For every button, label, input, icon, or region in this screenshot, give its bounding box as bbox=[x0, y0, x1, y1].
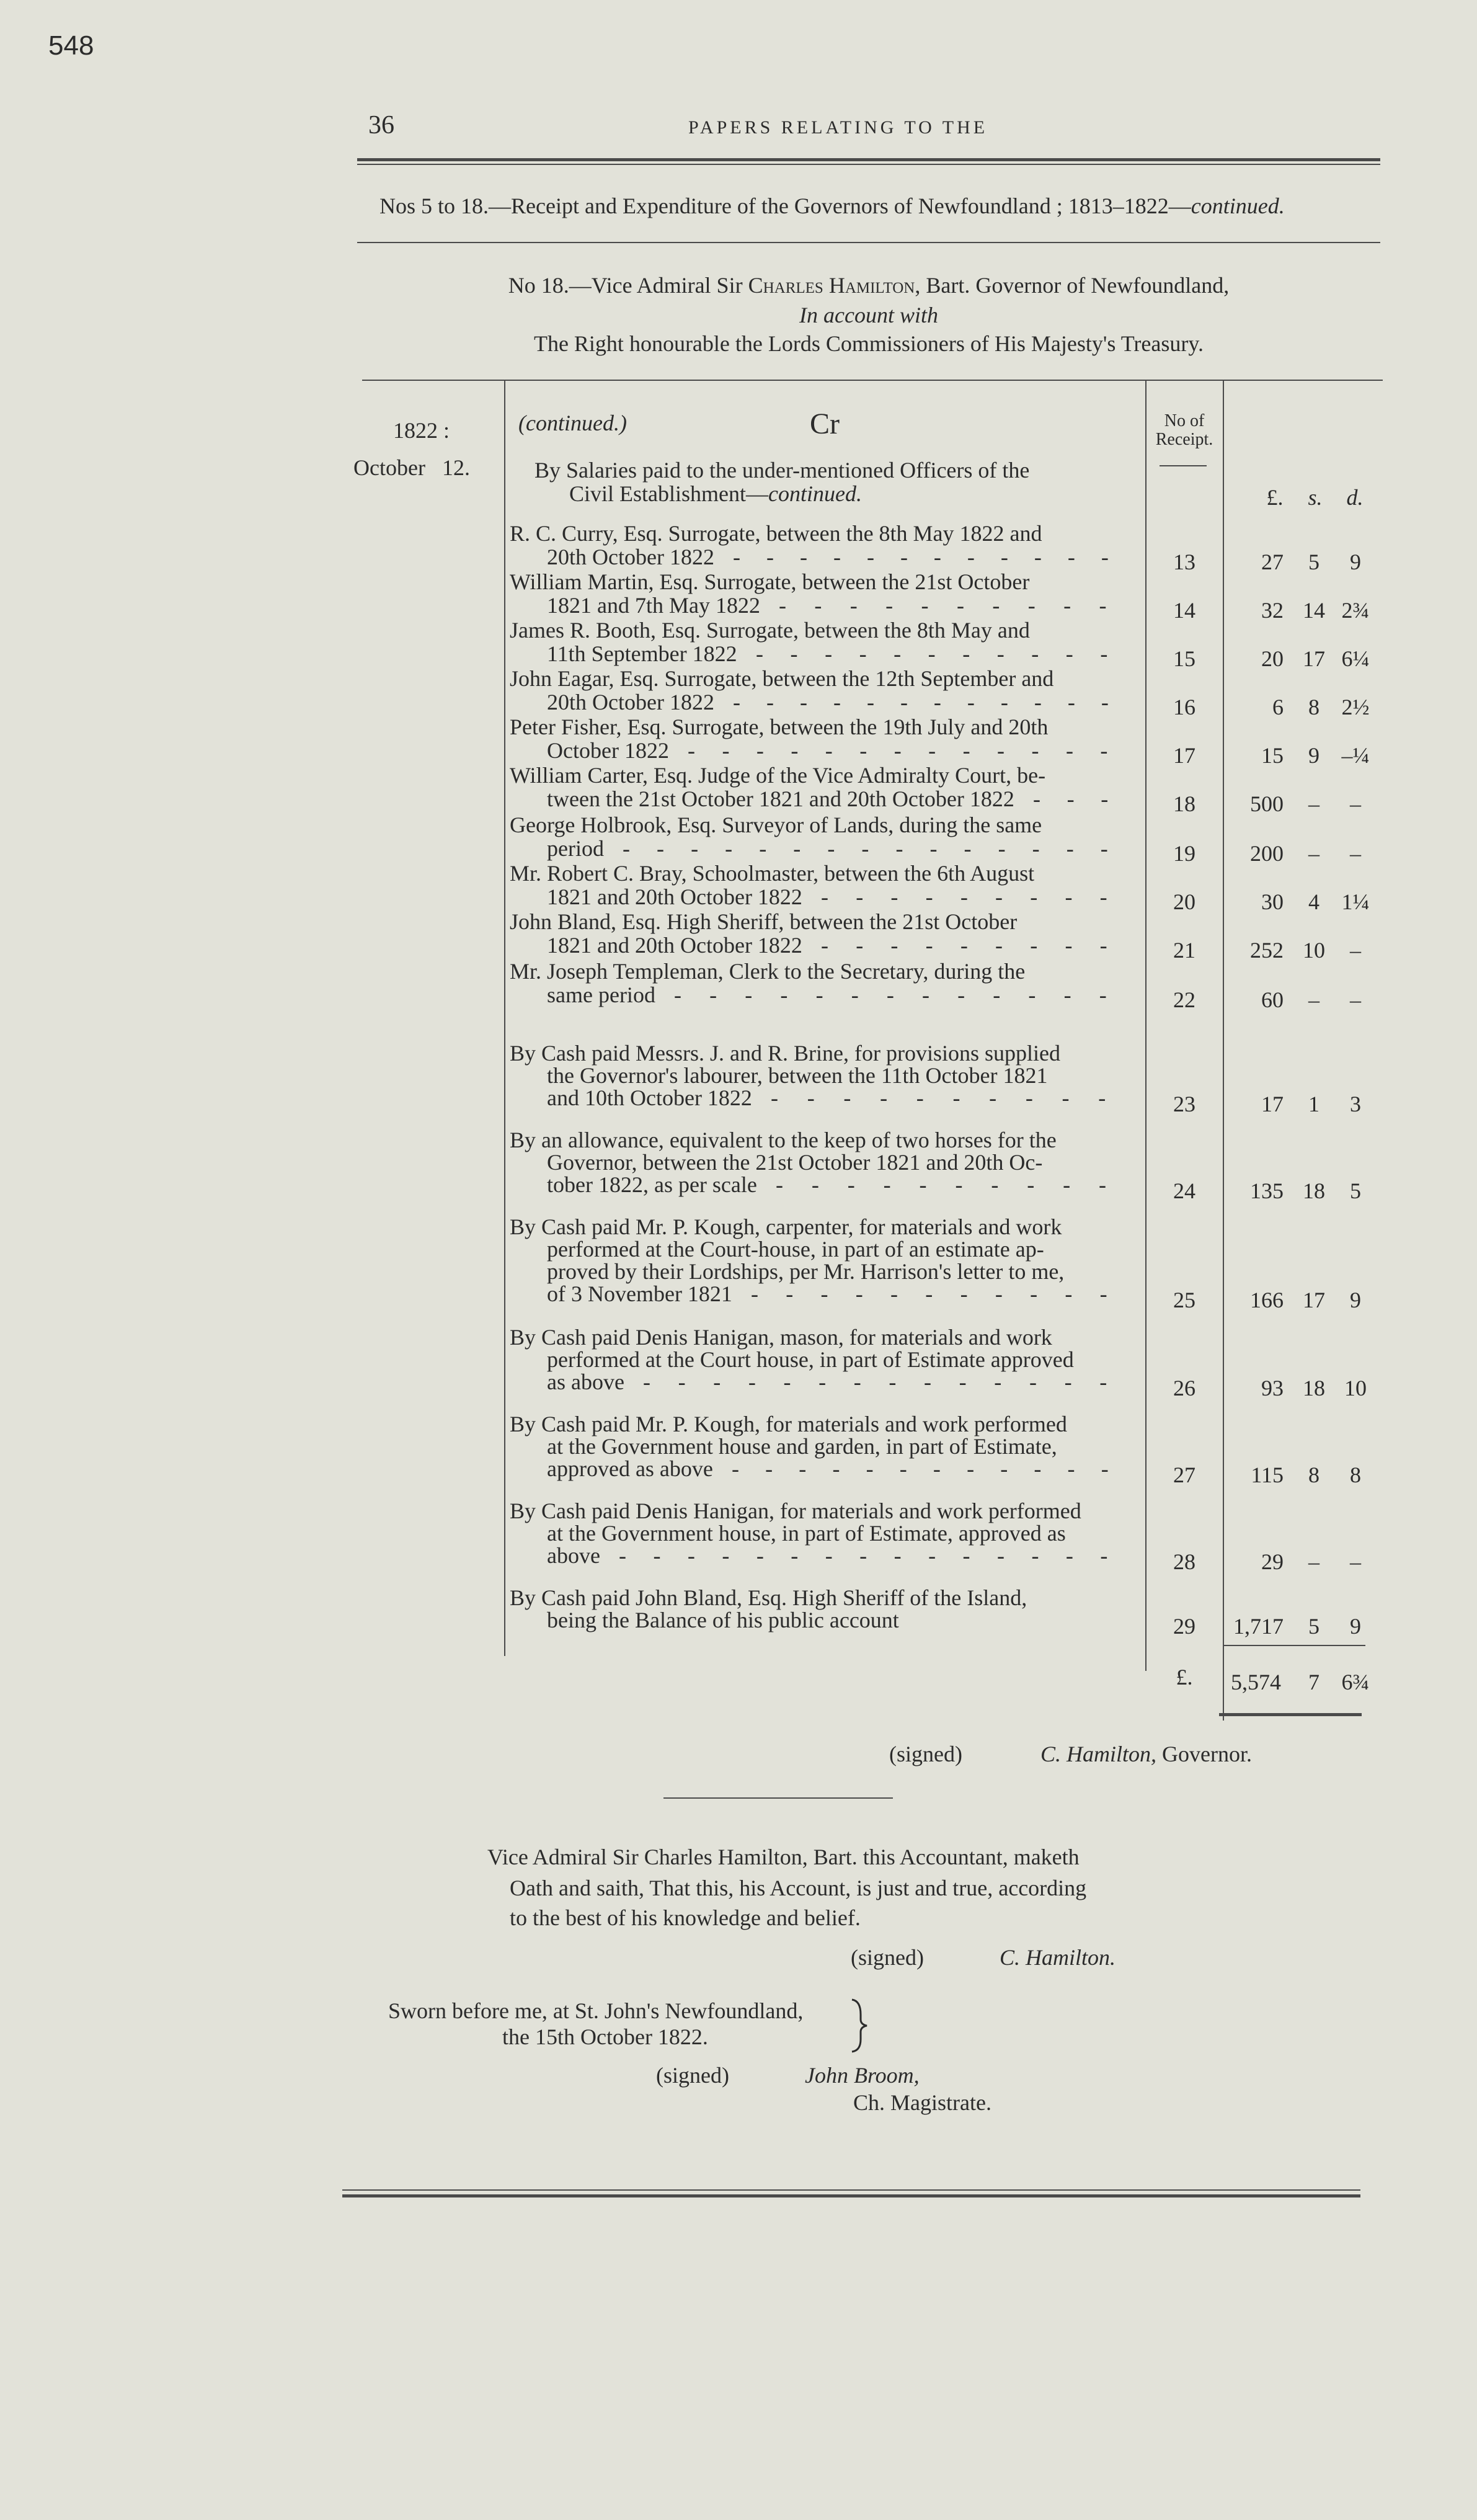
payment-pounds: 1,717 bbox=[1233, 1614, 1284, 1639]
payment-pounds: 93 bbox=[1261, 1376, 1284, 1400]
total-top-rule bbox=[1223, 1645, 1365, 1646]
salary-entry-pounds: 500 bbox=[1250, 791, 1284, 816]
payment-pounds: 166 bbox=[1250, 1288, 1284, 1312]
salary-entry-line2: same period bbox=[547, 982, 655, 1007]
payment-pounds: 115 bbox=[1251, 1463, 1284, 1487]
payment-pence: 3 bbox=[1350, 1092, 1361, 1116]
salary-entry-shillings: 9 bbox=[1308, 743, 1320, 768]
salary-entry-pounds: 30 bbox=[1261, 889, 1284, 914]
salary-entry-line2: 1821 and 20th October 1822 bbox=[547, 884, 802, 909]
payment-shillings: – bbox=[1308, 1549, 1320, 1574]
salary-entry-receipt: 21 bbox=[1173, 938, 1195, 963]
salary-entry-line1: Mr. Joseph Templeman, Clerk to the Secretary, during the bbox=[510, 959, 1026, 984]
total-bottom-rule bbox=[1219, 1713, 1362, 1716]
receipt-col-header: No of Receipt. bbox=[1155, 411, 1213, 449]
payment-line: By Cash paid Denis Hanigan, for materials and work performed bbox=[510, 1498, 1081, 1523]
leader-dashes: ------------- bbox=[674, 982, 1135, 1007]
salary-entry-shillings: – bbox=[1308, 987, 1320, 1012]
footer-rule-thick bbox=[342, 2194, 1360, 2197]
payment-receipt: 26 bbox=[1173, 1376, 1195, 1400]
magistrate-title: Ch. Magistrate. bbox=[853, 2090, 991, 2115]
salary-entry-line1: William Carter, Esq. Judge of the Vice Admiralty Court, be- bbox=[510, 763, 1046, 788]
payment-shillings: 18 bbox=[1303, 1376, 1325, 1400]
salary-entry-line1: William Martin, Esq. Surrogate, between the 21st October bbox=[510, 569, 1030, 594]
payment-line: approved as above bbox=[547, 1456, 713, 1481]
salary-entry-pounds: 252 bbox=[1250, 938, 1284, 963]
scan-page-number: 548 bbox=[48, 30, 94, 61]
payment-line: By Cash paid Denis Hanigan, mason, for materials and work bbox=[510, 1325, 1052, 1350]
section-heading: Nos 5 to 18.—Receipt and Expenditure of the Governors of Newfoundland ; 1813–1822—continued. bbox=[379, 194, 1285, 218]
footer-rule-thin bbox=[342, 2189, 1360, 2191]
salary-entry-receipt: 16 bbox=[1173, 695, 1195, 719]
salary-entry-line2: period bbox=[547, 836, 604, 861]
leader-dashes: --------------- bbox=[619, 1543, 1135, 1568]
signature-divider bbox=[663, 1797, 893, 1799]
salary-entry-line2: 20th October 1822 bbox=[547, 690, 714, 715]
payment-pounds: 29 bbox=[1261, 1549, 1284, 1574]
oath-line-2: Oath and saith, That this, his Account, is just and true, according bbox=[510, 1876, 1087, 1900]
receipt-col-rule bbox=[1145, 381, 1147, 1671]
leader-dashes: ---------- bbox=[771, 1085, 1135, 1110]
pounds-header: £. bbox=[1266, 485, 1284, 510]
payment-line: the Governor's labourer, between the 11th October 1821 bbox=[547, 1063, 1048, 1088]
oath-line-1: Vice Admiral Sir Charles Hamilton, Bart. this Accountant, maketh bbox=[487, 1845, 1080, 1869]
leader-dashes: --- bbox=[1033, 786, 1135, 811]
leader-dashes: ----------- bbox=[751, 1281, 1135, 1306]
salary-entry-pounds: 27 bbox=[1261, 550, 1284, 574]
header-rule-thick bbox=[357, 158, 1380, 161]
salary-entry-line2: 11th September 1822 bbox=[547, 641, 737, 666]
salary-entry-line2: tween the 21st October 1821 and 20th October 1822 bbox=[547, 786, 1014, 811]
signed-label-3: (signed) bbox=[656, 2063, 729, 2088]
pence-header: d. bbox=[1346, 485, 1364, 510]
salary-entry-pounds: 20 bbox=[1261, 646, 1284, 671]
leader-dashes: ------------ bbox=[733, 545, 1135, 569]
signed-label-1: (signed) bbox=[889, 1742, 962, 1766]
leader-dashes: ---------- bbox=[779, 593, 1135, 618]
total-shillings: 7 bbox=[1308, 1670, 1320, 1694]
salary-entry-pence: – bbox=[1350, 791, 1361, 816]
salary-entry-pence: 1¼ bbox=[1341, 889, 1370, 914]
salary-entry-shillings: – bbox=[1308, 841, 1320, 866]
salary-entry-pounds: 60 bbox=[1261, 987, 1284, 1012]
page-number: 36 bbox=[368, 111, 394, 140]
payment-receipt: 28 bbox=[1173, 1549, 1195, 1574]
credit-side-label: Cr bbox=[810, 407, 840, 440]
payment-pence: 10 bbox=[1344, 1376, 1367, 1400]
ledger-left-rule bbox=[504, 381, 505, 1656]
salary-entry-receipt: 15 bbox=[1173, 646, 1195, 671]
receipt-header-rule bbox=[1160, 465, 1207, 466]
total-label: £. bbox=[1176, 1665, 1193, 1690]
payment-shillings: 5 bbox=[1308, 1614, 1320, 1639]
leader-dashes: -------------- bbox=[643, 1369, 1135, 1394]
amount-col-rule bbox=[1223, 381, 1224, 1721]
sworn-line-1: Sworn before me, at St. John's Newfoundland, bbox=[388, 1998, 804, 2023]
payment-line: proved by their Lordships, per Mr. Harrison's letter to me, bbox=[547, 1259, 1065, 1284]
salary-entry-receipt: 14 bbox=[1173, 598, 1195, 623]
payment-pence: 9 bbox=[1350, 1288, 1361, 1312]
salary-entry-shillings: 17 bbox=[1303, 646, 1325, 671]
payment-shillings: 17 bbox=[1303, 1288, 1325, 1312]
payment-pence: 9 bbox=[1350, 1614, 1361, 1639]
salary-entry-pence: – bbox=[1350, 987, 1361, 1012]
payment-line: tober 1822, as per scale bbox=[547, 1172, 757, 1197]
payment-line: at the Government house and garden, in part of Estimate, bbox=[547, 1434, 1057, 1459]
salary-entry-line1: John Bland, Esq. High Sheriff, between the 21st October bbox=[510, 909, 1018, 934]
payment-line: Governor, between the 21st October 1821 and 20th Oc- bbox=[547, 1150, 1043, 1175]
leader-dashes: --------- bbox=[821, 884, 1135, 909]
salaries-heading: By Salaries paid to the under-mentioned Officers of the bbox=[534, 458, 1030, 483]
payment-line: performed at the Court house, in part of Estimate approved bbox=[547, 1347, 1074, 1372]
salary-entry-pence: –¼ bbox=[1341, 743, 1370, 768]
ledger-top-rule bbox=[362, 380, 1383, 381]
payment-line: By Cash paid Messrs. J. and R. Brine, for provisions supplied bbox=[510, 1041, 1060, 1066]
account-title-line3: The Right honourable the Lords Commissioners of His Majesty's Treasury. bbox=[533, 331, 1204, 356]
payment-line: being the Balance of his public account bbox=[547, 1608, 899, 1632]
salary-entry-pounds: 200 bbox=[1250, 841, 1284, 866]
continued-label: (continued.) bbox=[518, 411, 627, 435]
leader-dashes: ------------ bbox=[733, 690, 1135, 715]
payment-shillings: 8 bbox=[1308, 1463, 1320, 1487]
salary-entry-receipt: 20 bbox=[1173, 889, 1195, 914]
leader-dashes: ------------ bbox=[732, 1456, 1135, 1481]
salary-entry-line1: Mr. Robert C. Bray, Schoolmaster, between the 6th August bbox=[510, 861, 1035, 886]
payment-receipt: 29 bbox=[1173, 1614, 1195, 1639]
signature-broom: John Broom, bbox=[805, 2063, 920, 2088]
salary-entry-receipt: 19 bbox=[1173, 841, 1195, 866]
payment-line: By Cash paid Mr. P. Kough, carpenter, for materials and work bbox=[510, 1214, 1062, 1239]
salary-entry-shillings: 10 bbox=[1303, 938, 1325, 963]
salary-entry-line2: 1821 and 7th May 1822 bbox=[547, 593, 760, 618]
salary-entry-receipt: 17 bbox=[1173, 743, 1195, 768]
leader-dashes: ------------- bbox=[688, 738, 1135, 763]
ledger-date: October 12. bbox=[353, 455, 470, 480]
salary-entry-line2: 20th October 1822 bbox=[547, 545, 714, 569]
salary-entry-pence: – bbox=[1350, 841, 1361, 866]
account-title-line2: In account with bbox=[799, 303, 938, 327]
payment-pounds: 17 bbox=[1261, 1092, 1284, 1116]
payment-line: performed at the Court-house, in part of an estimate ap- bbox=[547, 1237, 1044, 1262]
total-pounds: 5,574 bbox=[1231, 1670, 1281, 1694]
salary-entry-pence: 2½ bbox=[1341, 695, 1370, 719]
leader-dashes: --------------- bbox=[623, 836, 1135, 861]
payment-receipt: 25 bbox=[1173, 1288, 1195, 1312]
payment-receipt: 23 bbox=[1173, 1092, 1195, 1116]
salary-entry-pence: – bbox=[1350, 938, 1361, 963]
shillings-header: s. bbox=[1308, 485, 1323, 510]
section-rule bbox=[357, 242, 1380, 243]
total-pence: 6¾ bbox=[1341, 1670, 1370, 1694]
leader-dashes: ----------- bbox=[756, 641, 1135, 666]
leader-dashes: ---------- bbox=[776, 1172, 1135, 1197]
salary-entry-receipt: 22 bbox=[1173, 987, 1195, 1012]
salaries-heading-2: Civil Establishment—continued. bbox=[569, 481, 862, 506]
salary-entry-line1: George Holbrook, Esq. Surveyor of Lands, during the same bbox=[510, 813, 1042, 837]
payment-shillings: 18 bbox=[1303, 1178, 1325, 1203]
account-title-line1: No 18.—Vice Admiral Sir Charles Hamilton, Bart. Governor of Newfoundland, bbox=[508, 273, 1230, 298]
payment-receipt: 24 bbox=[1173, 1178, 1195, 1203]
salary-entry-pence: 6¼ bbox=[1341, 646, 1370, 671]
payment-line: By Cash paid John Bland, Esq. High Sheriff of the Island, bbox=[510, 1585, 1027, 1610]
payment-line: By an allowance, equivalent to the keep of two horses for the bbox=[510, 1128, 1057, 1152]
salary-entry-pence: 2¾ bbox=[1341, 598, 1370, 623]
salary-entry-pounds: 32 bbox=[1261, 598, 1284, 623]
salary-entry-line1: R. C. Curry, Esq. Surrogate, between the 8th May 1822 and bbox=[510, 521, 1042, 546]
oath-line-3: to the best of his knowledge and belief. bbox=[510, 1905, 861, 1930]
payment-line: By Cash paid Mr. P. Kough, for materials and work performed bbox=[510, 1412, 1067, 1436]
signature-governor: C. Hamilton, Governor. bbox=[1040, 1742, 1252, 1766]
salary-entry-receipt: 18 bbox=[1173, 791, 1195, 816]
ledger-year: 1822 : bbox=[393, 418, 450, 443]
payment-line: above bbox=[547, 1543, 600, 1568]
salary-entry-receipt: 13 bbox=[1173, 550, 1195, 574]
salary-entry-pence: 9 bbox=[1350, 550, 1361, 574]
signature-hamilton: C. Hamilton. bbox=[1000, 1945, 1116, 1970]
payment-pence: – bbox=[1350, 1549, 1361, 1574]
salary-entry-shillings: 5 bbox=[1308, 550, 1320, 574]
salary-entry-line1: Peter Fisher, Esq. Surrogate, between the 19th July and 20th bbox=[510, 715, 1049, 739]
salary-entry-shillings: 4 bbox=[1308, 889, 1320, 914]
signed-label-2: (signed) bbox=[851, 1945, 924, 1970]
salary-entry-line1: James R. Booth, Esq. Surrogate, between the 8th May and bbox=[510, 618, 1030, 643]
salary-entry-line2: 1821 and 20th October 1822 bbox=[547, 933, 802, 958]
payment-pence: 5 bbox=[1350, 1178, 1361, 1203]
salary-entry-shillings: – bbox=[1308, 791, 1320, 816]
brace-icon bbox=[848, 1996, 873, 2054]
payment-receipt: 27 bbox=[1173, 1463, 1195, 1487]
payment-shillings: 1 bbox=[1308, 1092, 1320, 1116]
payment-line: of 3 November 1821 bbox=[547, 1281, 732, 1306]
salary-entry-pounds: 6 bbox=[1272, 695, 1284, 719]
salary-entry-pounds: 15 bbox=[1261, 743, 1284, 768]
sworn-line-2: the 15th October 1822. bbox=[502, 2024, 708, 2049]
salary-entry-line1: John Eagar, Esq. Surrogate, between the 12th September and bbox=[510, 666, 1054, 691]
salary-entry-shillings: 14 bbox=[1303, 598, 1325, 623]
payment-line: and 10th October 1822 bbox=[547, 1085, 752, 1110]
payment-pence: 8 bbox=[1350, 1463, 1361, 1487]
salary-entry-shillings: 8 bbox=[1308, 695, 1320, 719]
salary-entry-line2: October 1822 bbox=[547, 738, 669, 763]
payment-line: at the Government house, in part of Estimate, approved as bbox=[547, 1521, 1066, 1546]
header-rule-thin bbox=[357, 164, 1380, 165]
payment-pounds: 135 bbox=[1250, 1178, 1284, 1203]
payment-line: as above bbox=[547, 1369, 624, 1394]
running-title: PAPERS RELATING TO THE bbox=[688, 117, 988, 138]
leader-dashes: --------- bbox=[821, 933, 1135, 958]
